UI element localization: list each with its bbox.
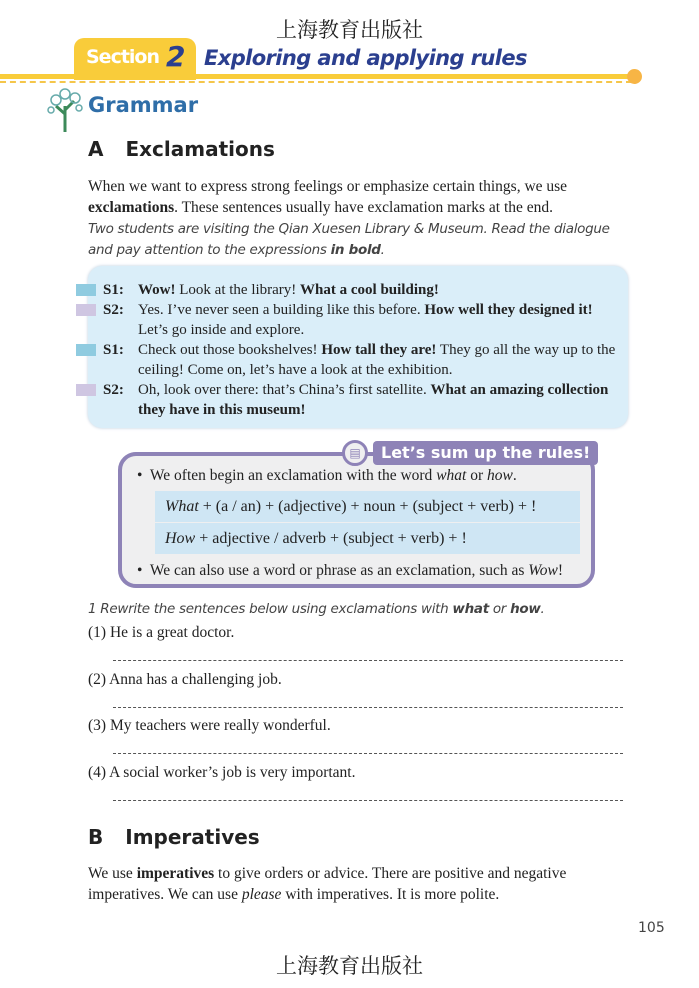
grammar-heading: Grammar xyxy=(88,93,199,117)
section-a-heading xyxy=(88,137,275,161)
speaker-marker xyxy=(76,384,96,396)
text-run: We can also use a word or phrase as an exclamation, such as xyxy=(149,562,529,579)
bold-text: How well they designed it! xyxy=(424,302,593,318)
section-a-title: Exclamations xyxy=(125,137,275,161)
speaker-label: S2: xyxy=(103,302,124,318)
section-b-letter: B xyxy=(88,825,104,849)
bold-text: How tall they are! xyxy=(321,342,437,358)
section-b-heading xyxy=(88,825,260,849)
intro-text xyxy=(88,176,608,218)
bold-text: What a cool building! xyxy=(300,282,439,298)
section-rule-dashed xyxy=(0,81,632,83)
speaker-label: S1: xyxy=(103,282,124,298)
text-run: + (a / an) + (adjective) + noun + (subject + verb) + ! xyxy=(198,498,537,515)
bold-text: exclamations xyxy=(88,199,175,216)
section-number: 2 xyxy=(166,40,186,73)
bold-text: how xyxy=(510,601,541,617)
answer-line[interactable] xyxy=(113,800,623,801)
speaker-label: S2: xyxy=(103,382,124,398)
text-run: with imperatives. It is more polite. xyxy=(281,886,500,903)
bold-text: Wow! xyxy=(138,282,176,298)
section-label: Section xyxy=(86,46,160,68)
italic-text: what xyxy=(436,467,467,484)
text-run: Two students are visiting the Qian Xuesen Library & Museum. Read the dialogue and pay attention to the expressions xyxy=(88,221,610,258)
dialogue-text xyxy=(138,300,618,340)
dialogue-box xyxy=(88,266,628,428)
formula-what xyxy=(155,491,580,522)
text-run: to give orders or advice. There are positive and negative imperatives. We can use xyxy=(88,865,567,903)
rules-bullet-1: • We often begin an exclamation with the word what or how. xyxy=(137,467,517,484)
answer-line[interactable] xyxy=(113,753,623,754)
text-run: . xyxy=(380,242,385,258)
italic-text: how xyxy=(487,467,513,484)
section-tab xyxy=(74,38,196,80)
italic-text: How xyxy=(165,530,196,547)
italic-text: Wow xyxy=(528,562,558,579)
text-run: Oh, look over there: that’s China’s first satellite. xyxy=(138,382,431,398)
text-run: Check out those bookshelves! xyxy=(138,342,322,358)
section-b-title: Imperatives xyxy=(125,825,260,849)
speaker-label: S1: xyxy=(103,342,124,358)
italic-text: please xyxy=(241,886,282,903)
exercise-item: (2) Anna has a challenging job. xyxy=(88,670,282,688)
text-run: + adjective / adverb + (subject + verb) + ! xyxy=(195,530,467,547)
rules-bullet-2: • We can also use a word or phrase as an exclamation, such as Wow! xyxy=(137,562,564,579)
page-number: 105 xyxy=(638,920,665,936)
document-icon: ▤ xyxy=(342,440,368,466)
bold-text: imperatives xyxy=(136,865,215,882)
section-title: Exploring and applying rules xyxy=(204,46,527,70)
formula-how xyxy=(155,523,580,554)
publisher-watermark-top: 上海教育出版社 xyxy=(276,18,423,42)
text-run: . These sentences usually have exclamation marks at the end. xyxy=(174,199,554,216)
text-run: Look at the library! xyxy=(175,282,301,298)
answer-line[interactable] xyxy=(113,660,623,661)
dialogue-text xyxy=(138,280,618,300)
text-run: When we want to express strong feelings or emphasize certain things, we use xyxy=(88,178,568,195)
rule-end-dot xyxy=(627,69,642,84)
text-run: . xyxy=(512,467,517,484)
text-run: . xyxy=(540,601,545,617)
section-a-letter: A xyxy=(88,137,104,161)
rules-title: Let’s sum up the rules! xyxy=(373,441,598,465)
text-run: or xyxy=(466,467,488,484)
text-run: They go all the way up to the ceiling! Come on, let’s have a look at the exhibition. xyxy=(138,342,616,378)
speaker-marker xyxy=(76,344,96,356)
speaker-marker xyxy=(76,304,96,316)
bold-text: in bold xyxy=(330,242,381,258)
exercise-instruction xyxy=(88,599,545,620)
text-run: Let’s go inside and explore. xyxy=(138,322,305,338)
italic-text: What xyxy=(165,498,199,515)
dialogue-text xyxy=(138,380,618,420)
text-run: We use xyxy=(88,865,137,882)
exercise-item: (1) He is a great doctor. xyxy=(88,624,235,641)
imperatives-text xyxy=(88,863,608,905)
text-run: ! xyxy=(557,562,564,579)
publisher-watermark-bottom: 上海教育出版社 xyxy=(276,954,423,978)
rules-bullet-2-text xyxy=(150,562,563,579)
text-run: We often begin an exclamation with the word xyxy=(149,467,437,484)
bold-text: what xyxy=(452,601,489,617)
speaker-marker xyxy=(76,284,96,296)
text-run: Yes. I’ve never seen a building like this before. xyxy=(138,302,425,318)
exercise-item: (3) My teachers were really wonderful. xyxy=(88,717,331,734)
dialogue-instruction xyxy=(88,219,628,261)
text-run: 1 Rewrite the sentences below using exclamations with xyxy=(88,601,453,617)
rules-bullet-1-text xyxy=(150,467,517,484)
exercise-item: (4) A social worker’s job is very important. xyxy=(88,763,356,781)
text-run: or xyxy=(488,601,511,617)
dialogue-text xyxy=(138,340,618,380)
bold-text: What an amazing collection they have in this museum! xyxy=(138,382,609,418)
answer-line[interactable] xyxy=(113,707,623,708)
tree-icon xyxy=(46,88,84,137)
